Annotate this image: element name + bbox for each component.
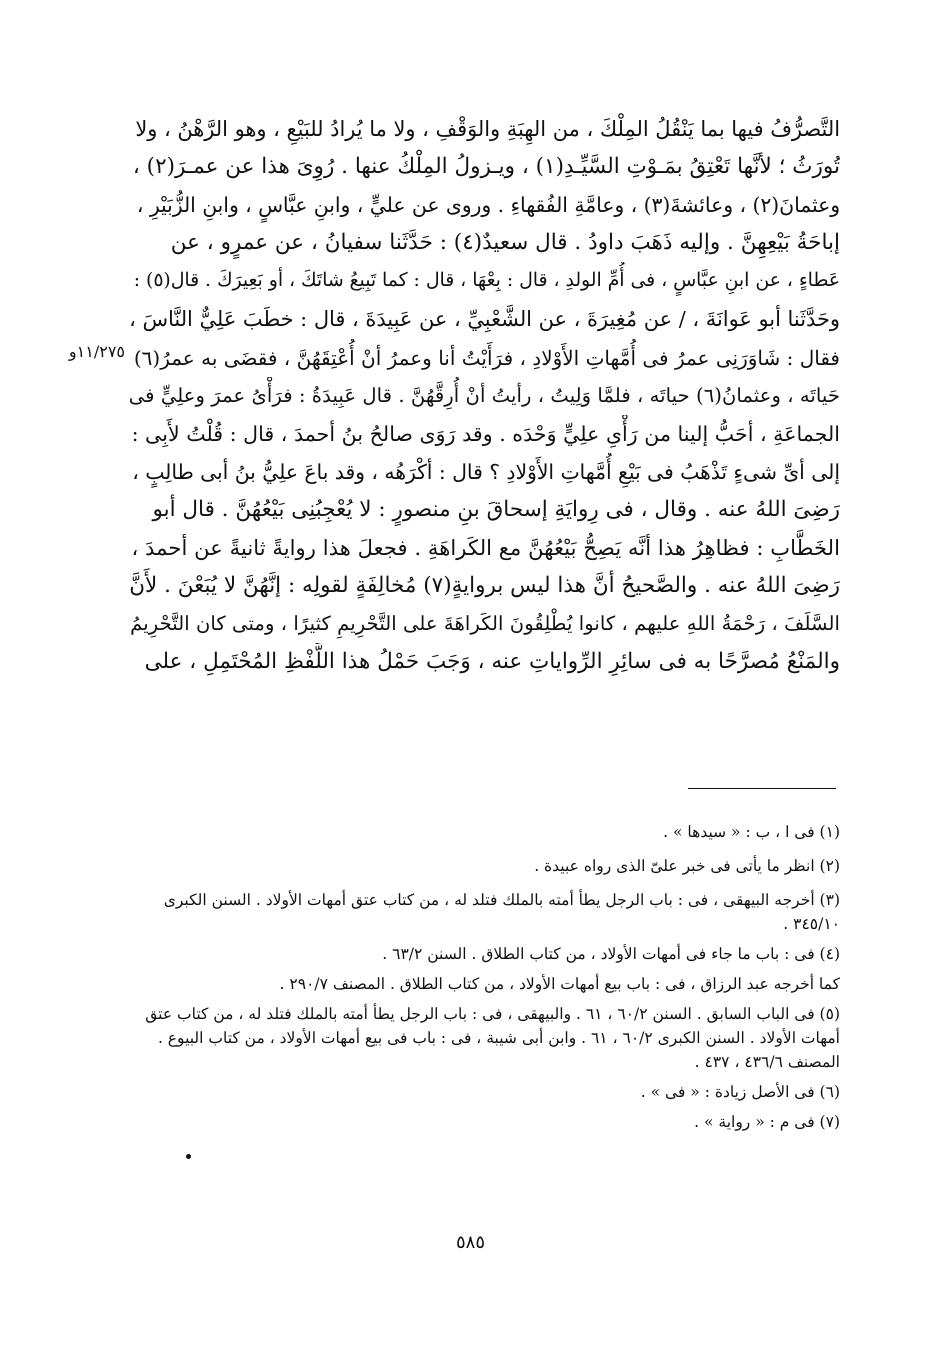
footnotes [128, 820, 840, 1140]
footnote-line: (١) فى ا ، ب : « سيدها » . [663, 823, 840, 841]
footnote-line: ٣٤٥/١٠ . [783, 915, 840, 933]
footnote-line: (٥) فى الباب السابق . السنن ٦٠/٢ ، ٦١ . والبيهقى ، فى : باب الرجل يطأ أمته بالملك فتلد له ، من كتاب عتق [145, 1005, 840, 1023]
footnote-4-continued [128, 972, 840, 996]
text-line: وعثمانَ(٢) ، وعائشةَ(٣) ، وعامَّةِ الفُقهاءِ . وروى عن عليٍّ ، وابنِ عبَّاسٍ ، وابنِ الزُّبَيْرِ ، [136, 193, 840, 218]
main-text [128, 110, 840, 681]
text-line: وحَدَّثَنا أبو عَوانَةَ ، / عن مُغِيرَةَ ، عن الشَّعْبِيِّ ، عن عَبِيدَةَ ، قال : خطَبَ عَلِيٌّ النَّاسَ ، [129, 307, 840, 332]
text-line: إلى أىِّ شىءٍ تَذْهَبُ فى بَيْعِ أُمَّهاتِ الأَوْلادِ ؟ قال : أكْرَهُه ، وقد باعَ علِيُّ بنُ أبى طالِبٍ ، [132, 459, 840, 484]
footnote-line: (٢) انظر ما يأتى فى خبر علىّ الذى رواه عبيدة . [534, 857, 840, 875]
manuscript-folio-marker: ١١/٢٧٥و [68, 342, 125, 361]
footnote-1 [128, 820, 840, 844]
footnote-line: كما أخرجه عبد الرزاق ، فى : باب بيع أمهات الأولاد ، من كتاب الطلاق . المصنف ٢٩٠/٧ . [279, 975, 840, 993]
stray-dot [186, 1154, 191, 1159]
text-line: والمَنْعُ مُصرَّحًا به فى سائِرِ الرِّواياتِ عنه ، وَجَبَ حَمْلُ هذا اللَّفْظِ المُحْتَمِلِ ، على [144, 649, 840, 675]
text-line: تُورَثُ ؛ لأنَّها تَعْتِقُ بمَـوْتِ السَّيِّـدِ(١) ، ويـزولُ المِلْكُ عنها . رُوِىَ هذا عن عمـرَ(٢) ، [132, 154, 840, 180]
text-line: عَطاءٍ ، عن ابنِ عبَّاسٍ ، فى أُمِّ الولدِ ، قال : بِعْهَا ، قال : كما تَبِيعُ شاتَكَ ، أو بَعِيرَكَ . قال(٥) : [133, 270, 840, 292]
footnote-line: (٦) فى الأصل زيادة : « فى » . [640, 1083, 840, 1101]
footnote-6 [128, 1080, 840, 1104]
text-line: حَياتَه ، وعثمانُ(٦) حياتَه ، فلمَّا وَلِيتُ ، رأيتُ أنْ أُرِقَّهُنَّ . قال عَبِيدَةُ : فرَأْىُ عمرَ وعلِيٍّ فى [128, 383, 840, 407]
text-line: الخَطَّابِ : فظاهِرُ هذا أنَّه يَصِحُّ بَيْعُهُنَّ مع الكَراهَةِ . فجعلَ هذا روايةً ثانيةً عن أحمدَ ، [131, 535, 840, 561]
footnote-separator [688, 788, 836, 789]
text-line: السَّلَفَ ، رَحْمَةُ اللهِ عليهم ، كانوا يُطْلِقُونَ الكَراهَةَ على التَّحْرِيمِ كثيرًا ، ومتى كان التَّحْرِيمُ [130, 612, 840, 636]
text-line: فقال : شَاوَرَنِى عمرُ فى أُمَّهاتِ الأَوْلادِ ، فرَأَيْتُ أنا وعمرُ أنْ أُعْتِقَهُنَّ ، فقضَى به عمرُ(٦) [133, 345, 840, 370]
footnote-7 [128, 1110, 840, 1134]
text-line: رَضِىَ اللهُ عنه . والصَّحيحُ أنَّ هذا ليس بروايةٍ(٧) مُخالِفَةٍ لقولِه : إنَّهُنَّ لا يُبَعْنَ . لأَنَّ [129, 573, 840, 599]
footnote-2 [128, 854, 840, 878]
footnote-4 [128, 942, 840, 966]
footnote-line: (٧) فى م : « رواية » . [694, 1113, 840, 1131]
text-line: التَّصرُّفُ فيها بما يَنْقُلُ المِلْكَ ، من الهِبَةِ والوَقْفِ ، ولا ما يُرادُ للبَيْعِ ، وهو الرَّهْنُ ، ولا [135, 117, 840, 141]
text-line: إباحَةُ بَيْعِهِنَّ . وإليه ذَهَبَ داودُ . قال سعيدٌ(٤) : حَدَّثَنا سفيانُ ، عن عمرٍو ، عن [170, 230, 840, 256]
footnote-line: (٣) أخرجه البيهقى ، فى : باب الرجل يطأ أمته بالملك فتلد له ، من كتاب عتق أمهات الأولاد . السنن الكبرى [163, 891, 840, 909]
page-number: ٥٨٥ [455, 1232, 485, 1253]
text-line: الجماعَةِ ، أحَبُّ إلينا من رَأْىِ علِيٍّ وَحْدَه . وقد رَوَى صالحُ بنُ أحمدَ ، قال : قُلْتُ لأَبِى : [131, 421, 840, 446]
footnote-line: أمهات الأولاد . السنن الكبرى ٦٠/٢ ، ٦١ . وابن أبى شيبة ، فى : باب فى بيع أمهات الأولاد ، من كتاب البيوع . [157, 1029, 840, 1047]
footnote-line: المصنف ٤٣٦/٦ ، ٤٣٧ . [694, 1053, 840, 1071]
footnote-3 [128, 888, 840, 936]
footnote-5 [128, 1002, 840, 1074]
footnote-line: (٤) فى : باب ما جاء فى أمهات الأولاد ، من كتاب الطلاق . السنن ٦٣/٢ . [382, 945, 840, 963]
text-line: رَضِىَ اللهُ عنه . وقال ، فى رِوايَةِ إسحاقَ بنِ منصورٍ : لا يُعْجِبُنِى بَيْعُهُنَّ . قال أبو [152, 496, 840, 522]
